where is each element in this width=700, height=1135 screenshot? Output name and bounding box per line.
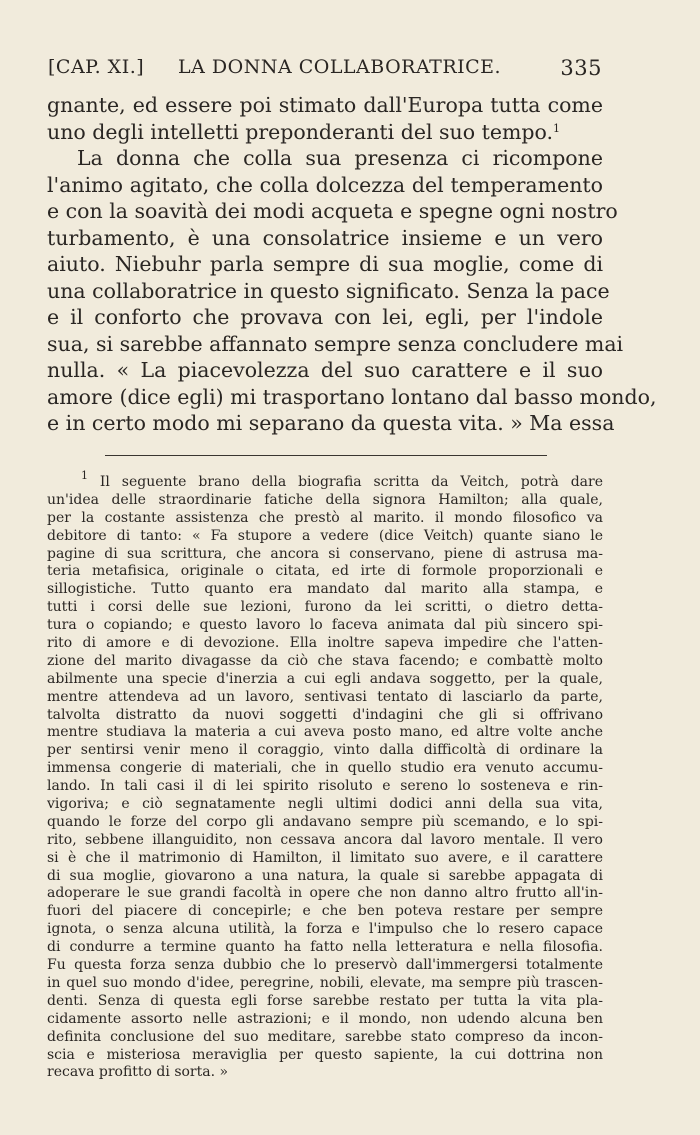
footnote-line: abilmente una specie d'inerzia a cui egli andava soggetto, per la quale, xyxy=(47,670,603,687)
main-text xyxy=(47,92,657,437)
main-text-line: una collaboratrice in questo significato. Senza la pace xyxy=(47,278,610,303)
footnote-line: immensa congerie di materiali, che in quello studio era venuto accumu- xyxy=(47,760,603,777)
footnote-line: debitore di tanto: « Fa stupore a vedere (dice Veitch) quante siano le xyxy=(47,527,603,544)
footnote-line: zione del marito divagasse da ciò che stava facendo; e combattè molto xyxy=(47,652,603,669)
main-text-line: e il conforto che provava con lei, egli, per l'indole xyxy=(47,305,603,329)
main-text-line: La donna che colla sua presenza ci ricompone xyxy=(77,146,603,170)
main-text-line: l'animo agitato, che colla dolcezza del temperamento xyxy=(47,172,603,197)
footnote-line: teria metafisica, originale o citata, ed irte di formole proporzionali e xyxy=(47,563,603,580)
running-title: LA DONNA COLLABORATRICE. xyxy=(178,56,502,78)
footnote-line: rito di amore e di devozione. Ella inoltre sapeva impedire che l'atten- xyxy=(47,635,603,652)
footnote-divider xyxy=(105,455,547,456)
footnote-line: denti. Senza di questa egli forse sarebbe restato per tutta la vita pla- xyxy=(47,992,603,1009)
main-text-line: e in certo modo mi separano da questa vita. » Ma essa xyxy=(47,411,615,435)
footnote-line: un'idea delle straordinarie fatiche della signora Hamilton; alla quale, xyxy=(47,491,603,508)
footnote-line: cidamente assorto nelle astrazioni; e il mondo, non udendo alcuna ben xyxy=(47,1010,603,1027)
footnote-line: vigoriva; e ciò segnatamente negli ultimi dodici anni della sua vita, xyxy=(47,796,603,813)
footnote-line: di sua moglie, giovarono a una natura, la quale si sarebbe appagata di xyxy=(47,867,603,884)
main-text-line: turbamento, è una consolatrice insieme e un vero xyxy=(47,225,603,250)
footnote-line: adoperare le sue grandi facoltà in opere che non danno altro frutto all'in- xyxy=(47,885,603,902)
footnote-line: Fu questa forza senza dubbio che lo preservò dall'immergersi totalmente xyxy=(47,957,603,974)
footnote-line: talvolta distratto da nuovi soggetti d'indagini che gli si offrivano xyxy=(47,706,603,723)
footnote-reference: 1 xyxy=(553,121,561,135)
footnote-line: tura o copiando; e questo lavoro lo faceva animata dal più sincero spi- xyxy=(47,617,603,634)
main-text-line: sua, si sarebbe affannato sempre senza concludere mai xyxy=(47,331,624,356)
footnote-line: in quel suo mondo d'idee, peregrine, nobili, elevate, ma sempre più trascen- xyxy=(47,974,603,991)
footnote-line: per sentirsi venir meno il coraggio, vinto dalla difficoltà di ordinare la xyxy=(47,742,603,759)
page-number: 335 xyxy=(560,56,602,80)
footnote-line: mentre studiava la materia a cui aveva posto mano, ed altre volte anche xyxy=(47,724,603,741)
footnote-line: fuori del piacere di concepirle; e che ben poteva restare per sempre xyxy=(47,903,603,920)
footnote-line: recava profitto di sorta. » xyxy=(47,1064,229,1081)
main-text-line: uno degli intelletti preponderanti del suo tempo.$^1$ xyxy=(47,119,561,144)
footnote xyxy=(47,469,603,1082)
main-text-line: aiuto. Niebuhr parla sempre di sua moglie, come di xyxy=(47,252,603,276)
footnote-line: lando. In tali casi il di lei spirito risoluto e sereno lo sosteneva e rin- xyxy=(47,778,603,795)
footnote-line: rito, sebbene illanguidito, non cessava ancora dal lavoro mentale. Il vero xyxy=(47,831,603,848)
main-text-line: gnante, ed essere poi stimato dall'Europa tutta come xyxy=(47,93,603,117)
footnote-line: di condurre a termine quanto ha fatto nella letteratura e nella filosofia. xyxy=(47,939,603,956)
footnote-line: definita conclusione del suo meditare, sarebbe stato compreso da incon- xyxy=(47,1028,603,1045)
footnote-line: mentre attendeva ad un lavoro, sentivasi tentato di lasciarlo da parte, xyxy=(47,688,603,705)
footnote-line: quando le forze del corpo gli andavano sempre più scemando, e lo spi- xyxy=(47,813,603,830)
footnote-line: si è che il matrimonio di Hamilton, il limitato suo avere, e il carattere xyxy=(47,849,603,866)
footnote-line: ignota, o senza alcuna utilità, la forza e l'impulso che lo resero capace xyxy=(47,921,603,938)
footnote-marker: 1 xyxy=(81,469,88,482)
footnote-line: scia e misteriosa meraviglia per questo sapiente, la cui dottrina non xyxy=(47,1046,603,1063)
footnote-line: tutti i corsi delle sue lezioni, furono da lei scritti, o dietro detta- xyxy=(47,599,603,616)
main-text-line: nulla. « La piacevolezza del suo carattere e il suo xyxy=(47,358,603,382)
footnote-line: per la costante assistenza che prestò al marito. il mondo filosofico va xyxy=(47,509,603,526)
running-header xyxy=(48,56,602,86)
footnote-line: $^1$ Il seguente brano della biografia scritta da Veitch, potrà dare xyxy=(81,469,603,490)
chapter-label: [CAP. XI.] xyxy=(48,56,145,78)
main-text-line: amore (dice egli) mi trasportano lontano dal basso mondo, xyxy=(47,384,657,409)
footnote-line: pagine di sua scrittura, che ancora si conservano, piene di astrusa ma- xyxy=(47,545,603,562)
main-text-line: e con la soavità dei modi acqueta e spegne ogni nostro xyxy=(47,199,618,223)
footnote-line: sillogistiche. Tutto quanto era mandato dal marito alla stampa, e xyxy=(47,581,603,598)
